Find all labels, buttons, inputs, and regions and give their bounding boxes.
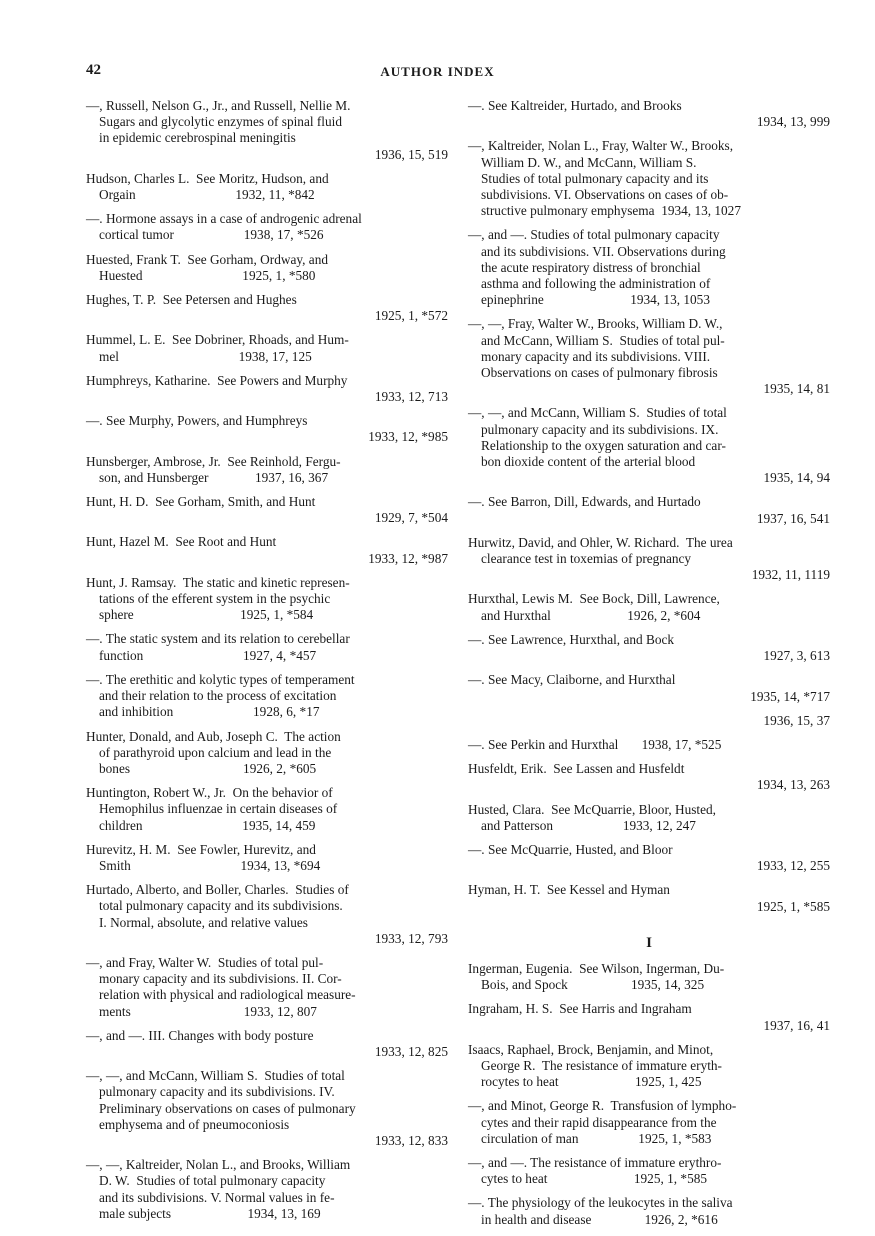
entry-line: Hunsberger, Ambrose, Jr. See Reinhold, Fergu-	[86, 453, 341, 469]
index-entry	[86, 494, 448, 526]
index-entry	[86, 785, 448, 834]
index-entry	[86, 631, 448, 663]
entry-line: —, and Fray, Walter W. Studies of total pul-	[86, 954, 324, 970]
entry-line: —. See Perkin and Hurxthal 1938, 17, *525	[468, 736, 722, 752]
entry-line: William D. W., and McCann, William S.	[481, 154, 697, 170]
index-entry	[468, 761, 830, 793]
entry-line: Relationship to the oxygen saturation and car-	[481, 437, 726, 453]
index-entry	[86, 1157, 448, 1222]
index-entry	[468, 1155, 830, 1187]
entry-line: —, Kaltreider, Nolan L., Fray, Walter W., Brooks,	[468, 138, 734, 154]
index-entry	[468, 882, 830, 914]
entry-line: Observations on cases of pulmonary fibrosis	[481, 365, 718, 381]
entry-line: male subjects 1934, 13, 169	[99, 1205, 321, 1221]
entry-line: —. See Lawrence, Hurxthal, and Bock	[468, 631, 675, 647]
entry-line: Hyman, H. T. See Kessel and Hyman	[468, 882, 670, 898]
section-letter-i: I	[646, 934, 652, 951]
index-entry	[86, 252, 448, 284]
entry-line: and Patterson 1933, 12, 247	[481, 817, 696, 833]
entry-line: circulation of man 1925, 1, *583	[481, 1130, 712, 1146]
entry-line: mel 1938, 17, 125	[99, 348, 312, 364]
entry-line: Studies of total pulmonary capacity and its	[481, 170, 709, 186]
entry-line: —, and —. The resistance of immature erythro-	[468, 1154, 722, 1170]
left-column	[86, 98, 448, 1230]
entry-citation: 1937, 16, 541	[756, 510, 830, 526]
entry-citation: 1933, 12, 713	[374, 389, 448, 405]
entry-line: Preliminary observations on cases of pulmonary	[99, 1100, 356, 1116]
index-entry	[468, 961, 830, 993]
entry-citation: 1935, 14, 81	[763, 381, 830, 397]
index-entry	[468, 227, 830, 308]
index-entry	[468, 535, 830, 584]
index-entry	[86, 292, 448, 324]
entry-line: Huested 1925, 1, *580	[99, 267, 316, 283]
index-entry	[86, 729, 448, 778]
index-entry	[86, 373, 448, 405]
entry-line: function 1927, 4, *457	[99, 647, 317, 663]
index-entry	[86, 1068, 448, 1149]
entry-citation: 1932, 11, 1119	[751, 567, 830, 583]
index-entry	[468, 842, 830, 874]
index-entry	[468, 316, 830, 397]
entry-citation: 1925, 1, *572	[374, 308, 448, 324]
entry-citation: 1935, 14, 94	[763, 470, 830, 486]
entry-citation: 1925, 1, *585	[756, 898, 830, 914]
entry-line: and inhibition 1928, 6, *17	[99, 704, 320, 720]
entry-line: Hurevitz, H. M. See Fowler, Hurevitz, and	[86, 841, 316, 857]
index-entry	[468, 713, 830, 729]
entry-line: relation with physical and radiological measure-	[99, 987, 356, 1003]
entry-citation: 1934, 13, 999	[756, 114, 830, 130]
entry-line: pulmonary capacity and its subdivisions. IV.	[99, 1084, 335, 1100]
entry-line: and its subdivisions. V. Normal values in fe-	[99, 1189, 335, 1205]
entry-line: the acute respiratory distress of bronchial	[481, 259, 701, 275]
right-column	[468, 98, 830, 1236]
index-entry	[468, 672, 830, 704]
entry-citation: 1935, 14, *717	[750, 688, 830, 704]
entry-citation: 1929, 7, *504	[374, 510, 448, 526]
entry-line: and their relation to the process of excitation	[99, 688, 337, 704]
entry-line: —. The erethitic and kolytic types of temperament	[86, 671, 355, 687]
entry-line: George R. The resistance of immature eryth-	[481, 1057, 722, 1073]
entry-line: bones 1926, 2, *605	[99, 760, 317, 776]
entry-line: Isaacs, Raphael, Brock, Benjamin, and Minot,	[468, 1041, 714, 1057]
entry-citation: 1933, 12, *987	[368, 550, 448, 566]
entry-line: —, —, Kaltreider, Nolan L., and Brooks, William	[86, 1157, 351, 1173]
entry-citation: 1936, 15, 37	[763, 712, 830, 728]
entry-line: Sugars and glycolytic enzymes of spinal fluid	[99, 114, 342, 130]
entry-line: Hurxthal, Lewis M. See Bock, Dill, Lawrence,	[468, 591, 720, 607]
entry-line: pulmonary capacity and its subdivisions. IX.	[481, 421, 719, 437]
index-entry	[468, 1195, 830, 1227]
entry-line: Hunt, H. D. See Gorham, Smith, and Hunt	[86, 494, 316, 510]
entry-line: Hughes, T. P. See Petersen and Hughes	[86, 292, 297, 308]
entry-line: son, and Hunsberger 1937, 16, 367	[99, 469, 329, 485]
entry-line: in epidemic cerebrospinal meningitis	[99, 130, 296, 146]
entry-line: in health and disease 1926, 2, *616	[481, 1211, 718, 1227]
entry-line: Husted, Clara. See McQuarrie, Bloor, Husted,	[468, 801, 716, 817]
entry-line: children 1935, 14, 459	[99, 817, 316, 833]
entry-line: Hemophilus influenzae in certain diseases of	[99, 801, 338, 817]
entry-citation: 1934, 13, 263	[756, 777, 830, 793]
entry-line: —, —, and McCann, William S. Studies of total	[468, 405, 727, 421]
entry-line: Hummel, L. E. See Dobriner, Rhoads, and Hum-	[86, 332, 349, 348]
entry-citation: 1933, 12, 833	[374, 1132, 448, 1148]
entry-line: total pulmonary capacity and its subdivisions.	[99, 898, 343, 914]
index-entry	[86, 332, 448, 364]
index-entry	[468, 494, 830, 526]
entry-citation: 1936, 15, 519	[374, 146, 448, 162]
entry-line: asthma and following the administration of	[481, 276, 711, 292]
entry-line: —, and —. Studies of total pulmonary capacity	[468, 227, 720, 243]
entry-line: cytes and their rapid disappearance from the	[481, 1114, 717, 1130]
entry-line: cytes to heat 1925, 1, *585	[481, 1171, 708, 1187]
entry-line: monary capacity and its subdivisions. VIII.	[481, 348, 711, 364]
entry-line: —. The physiology of the leukocytes in the saliva	[468, 1195, 733, 1211]
index-entry	[86, 882, 448, 947]
index-entry	[468, 591, 830, 623]
entry-line: Hudson, Charles L. See Moritz, Hudson, and	[86, 170, 329, 186]
entry-line: of parathyroid upon calcium and lead in the	[99, 744, 332, 760]
index-entry	[468, 1098, 830, 1147]
entry-line: and Hurxthal 1926, 2, *604	[481, 607, 701, 623]
entry-line: —, and Minot, George R. Transfusion of lympho-	[468, 1098, 737, 1114]
index-entry	[86, 672, 448, 721]
index-entry	[468, 98, 830, 130]
entry-line: structive pulmonary emphysema 1934, 13, 1027	[481, 203, 741, 219]
entry-citation: 1927, 3, 613	[763, 648, 830, 664]
index-entry	[86, 534, 448, 566]
index-entry	[86, 98, 448, 163]
index-entry	[468, 138, 830, 219]
entry-line: —. See Barron, Dill, Edwards, and Hurtado	[468, 494, 701, 510]
entry-line: Bois, and Spock 1935, 14, 325	[481, 977, 705, 993]
entry-line: Huested, Frank T. See Gorham, Ordway, and	[86, 251, 328, 267]
entry-citation: 1933, 12, 825	[374, 1043, 448, 1059]
entry-line: Smith 1934, 13, *694	[99, 857, 321, 873]
entry-line: —. See McQuarrie, Husted, and Bloor	[468, 841, 673, 857]
entry-line: bon dioxide content of the arterial blood	[481, 454, 696, 470]
entry-line: and McCann, William S. Studies of total pul-	[481, 332, 725, 348]
index-entry	[468, 802, 830, 834]
entry-line: tations of the efferent system in the psychic	[99, 591, 331, 607]
index-entry	[468, 1001, 830, 1033]
entry-line: Hurtado, Alberto, and Boller, Charles. Studies of	[86, 882, 349, 898]
index-entry	[468, 1042, 830, 1091]
entry-line: —, —, and McCann, William S. Studies of total	[86, 1068, 345, 1084]
index-entry	[86, 171, 448, 203]
index-entry	[86, 413, 448, 445]
entry-line: Orgain 1932, 11, *842	[99, 187, 315, 203]
index-entry	[86, 1028, 448, 1060]
entry-line: Hunt, J. Ramsay. The static and kinetic represen-	[86, 574, 350, 590]
entry-line: —. The static system and its relation to cerebellar	[86, 631, 350, 647]
entry-line: epinephrine 1934, 13, 1053	[481, 292, 710, 308]
entry-citation: 1933, 12, 793	[374, 930, 448, 946]
entry-line: monary capacity and its subdivisions. II. Cor-	[99, 971, 342, 987]
index-entry	[468, 632, 830, 664]
index-entry	[86, 955, 448, 1020]
entry-line: emphysema and of pneumoconiosis	[99, 1116, 290, 1132]
entry-citation: 1937, 16, 41	[763, 1017, 830, 1033]
entry-line: and its subdivisions. VII. Observations during	[481, 243, 726, 259]
entry-line: Hunt, Hazel M. See Root and Hunt	[86, 534, 277, 550]
entry-line: I. Normal, absolute, and relative values	[99, 914, 308, 930]
page-number: 42	[86, 62, 101, 78]
entry-line: —, Russell, Nelson G., Jr., and Russell, Nellie M.	[86, 98, 351, 113]
entry-line: clearance test in toxemias of pregnancy	[481, 551, 692, 567]
entry-line: subdivisions. VI. Observations on cases of ob-	[481, 187, 729, 203]
entry-citation: 1933, 12, *985	[368, 429, 448, 445]
index-entry	[86, 211, 448, 243]
entry-line: cortical tumor 1938, 17, *526	[99, 227, 324, 243]
entry-line: —. See Macy, Claiborne, and Hurxthal	[468, 672, 676, 688]
entry-citation: 1933, 12, 255	[756, 858, 830, 874]
index-entry	[86, 454, 448, 486]
entry-line: —, —, Fray, Walter W., Brooks, William D. W.,	[468, 316, 723, 332]
index-entry	[468, 405, 830, 486]
entry-line: D. W. Studies of total pulmonary capacity	[99, 1173, 326, 1189]
entry-line: —. See Murphy, Powers, and Humphreys	[86, 413, 308, 429]
entry-line: —. See Kaltreider, Hurtado, and Brooks	[468, 98, 682, 113]
entry-line: Hunter, Donald, and Aub, Joseph C. The action	[86, 728, 341, 744]
entry-line: rocytes to heat 1925, 1, 425	[481, 1074, 702, 1090]
index-entry	[86, 575, 448, 624]
running-title: AUTHOR INDEX	[380, 64, 495, 79]
entry-line: Ingerman, Eugenia. See Wilson, Ingerman, Du-	[468, 960, 725, 976]
entry-line: Hurwitz, David, and Ohler, W. Richard. The urea	[468, 534, 733, 550]
index-entry	[468, 737, 830, 753]
entry-line: Huntington, Robert W., Jr. On the behavior of	[86, 785, 333, 801]
index-entry	[86, 842, 448, 874]
entry-line: Humphreys, Katharine. See Powers and Murphy	[86, 372, 348, 388]
entry-line: Ingraham, H. S. See Harris and Ingraham	[468, 1001, 692, 1017]
entry-line: ments 1933, 12, 807	[99, 1003, 317, 1019]
entry-line: Husfeldt, Erik. See Lassen and Husfeldt	[468, 761, 685, 777]
entry-line: —. Hormone assays in a case of androgenic adrenal	[86, 211, 362, 227]
entry-line: —, and —. III. Changes with body posture	[86, 1027, 314, 1043]
entry-line: sphere 1925, 1, *584	[99, 607, 314, 623]
